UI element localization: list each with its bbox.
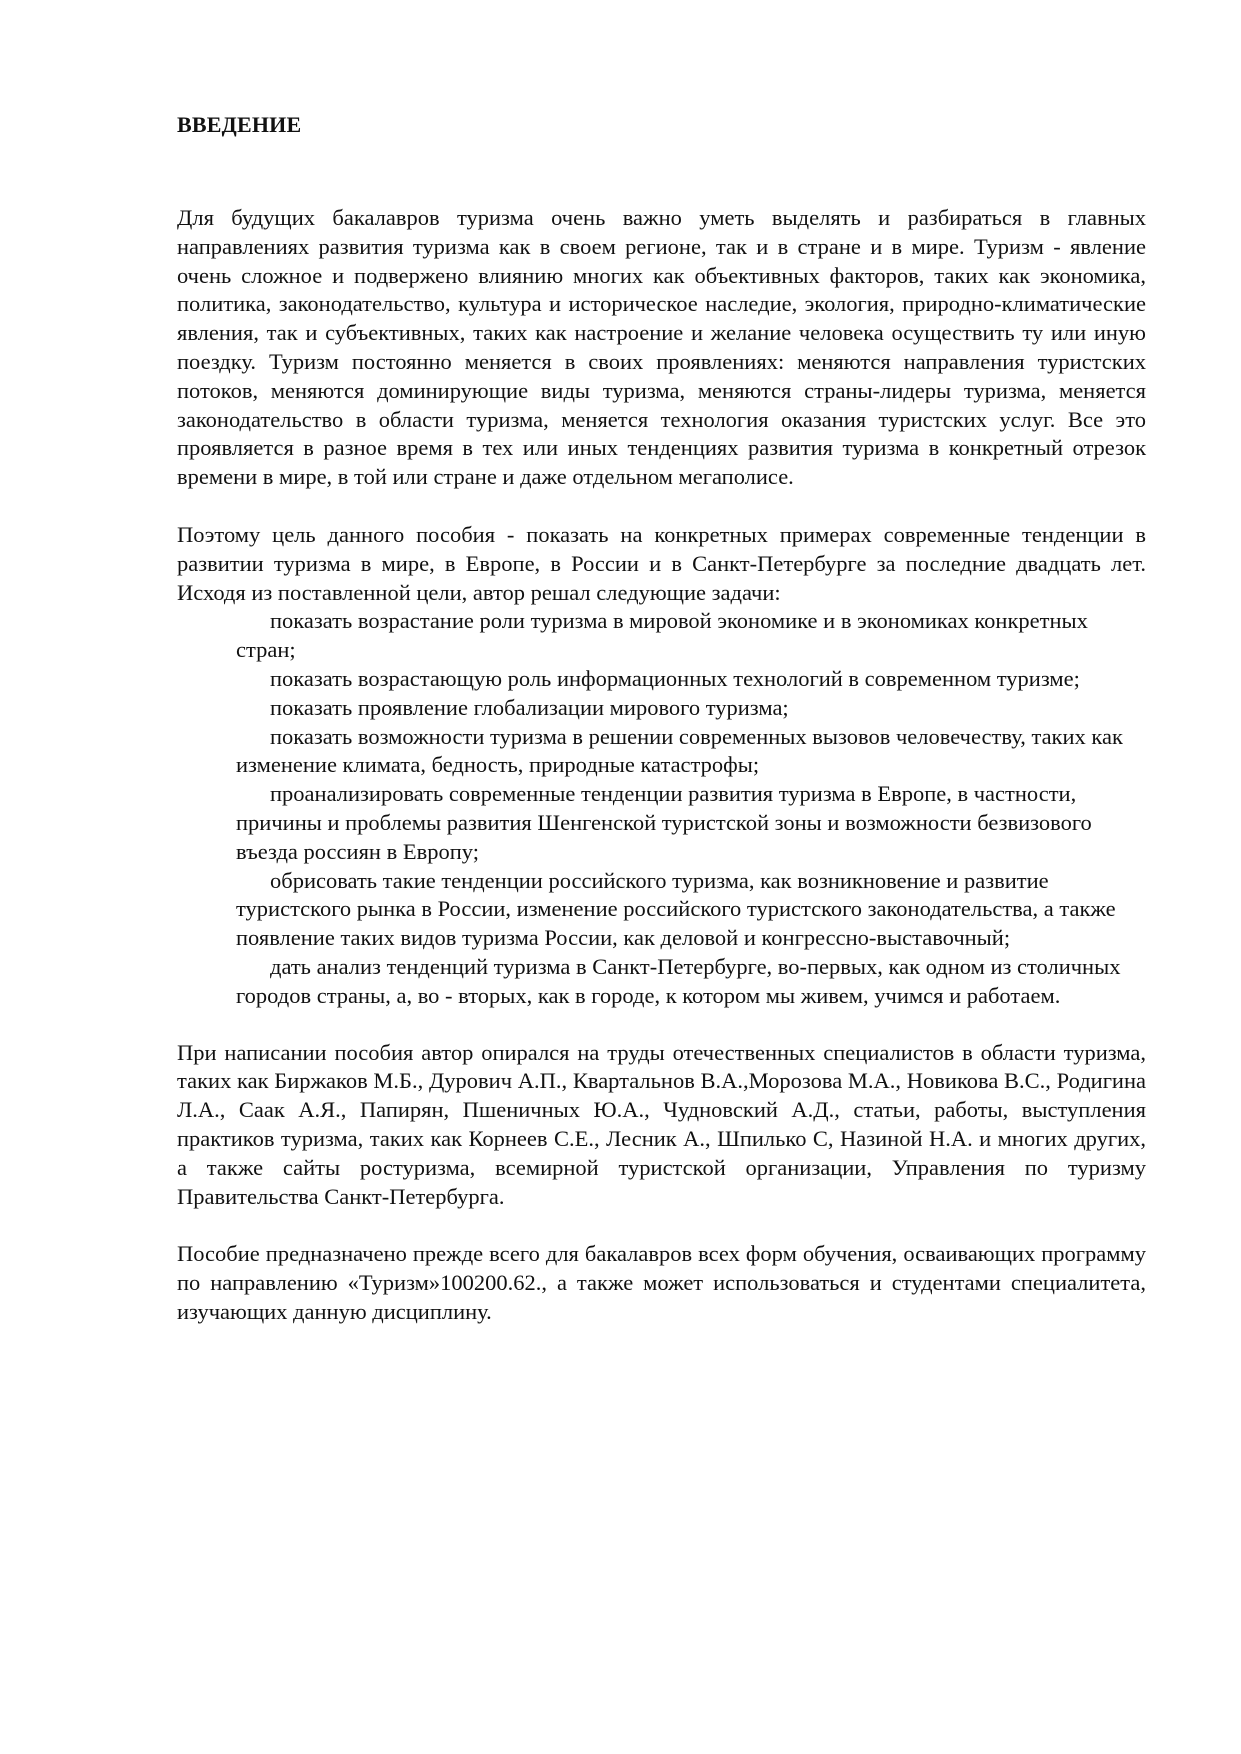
intro-paragraph: Для будущих бакалавров туризма очень важно уметь выделять и разбираться в главных направлениях развития туризма как в своем регионе, так и в стране и в мире. Туризм - явление очень сложное и подвержено влиянию многих как объективных факторов, таких как экономика, политика, законодательство, культура и историческое наследие, экология, природно-климатические явления, так и субъективных, таких как настроение и желание человека осуществить ту или иную поездку. Туризм постоянно меняется в своих проявлениях: меняются направления туристских потоков, меняются доминирующие виды туризма, меняются страны-лидеры туризма, меняется законодательство в области туризма, меняется технология оказания туристских услуг. Все это проявляется в разное время в тех или иных тенденциях развития туризма в конкретный отрезок времени в мире, в той или стране и даже отдельном мегаполисе.: [177, 205, 1146, 490]
task-item: показать возможности туризма в решении современных вызовов человечеству, таких как изменение климата, бедность, природные катастрофы;: [236, 723, 1123, 778]
document-page: [177, 112, 1146, 1327]
task-list: [177, 607, 1146, 1010]
task-item: показать проявление глобализации мирового туризма;: [270, 694, 789, 720]
sources-paragraph: При написании пособия автор опирался на труды отечественных специалистов в области туризма, таких как Биржаков М.Б., Дурович А.П., Квартальнов В.А.,Морозова М.А., Новикова В.С., Родигина Л.А., Саак А.Я., Папирян, Пшеничных Ю.А., Чудновский А.Д., статьи, работы, выступления практиков туризма, таких как Корнеев С.Е., Лесник А., Шпилько С, Назиной Н.А. и многих других, а также сайты ростуризма, всемирной туристской организации, Управления по туризму Правительства Санкт-Петербурга.: [177, 1039, 1146, 1209]
audience-paragraph: Пособие предназначено прежде всего для бакалавров всех форм обучения, осваивающих программу по направлению «Туризм»100200.62., а также может использоваться и студентами специалитета, изучающих данную дисциплину.: [177, 1241, 1146, 1324]
task-item: обрисовать такие тенденции российского туризма, как возникновение и развитие туристского рынка в России, изменение российского туристского законодательства, а также появление таких видов туризма России, как деловой и конгрессно-выставочный;: [236, 867, 1116, 951]
section-heading: ВВЕДЕНИЕ: [177, 112, 302, 137]
goal-paragraph: Поэтому цель данного пособия - показать на конкретных примерах современные тенденции в развитии туризма в мире, в Европе, в России и в Санкт-Петербурге за последние двадцать лет. Исходя из поставленной цели, автор решал следующие задачи:: [177, 521, 1146, 605]
task-item: дать анализ тенденций туризма в Санкт-Петербурге, во-первых, как одном из столичных городов страны, а, во - вторых, как в городе, к котором мы живем, учимся и работаем.: [236, 953, 1121, 1008]
task-item: проанализировать современные тенденции развития туризма в Европе, в частности, причины и проблемы развития Шенгенской туристской зоны и возможности безвизового въезда россиян в Европу;: [236, 781, 1092, 864]
task-item: показать возрастающую роль информационных технологий в современном туризме;: [270, 665, 1080, 691]
task-item: показать возрастание роли туризма в мировой экономике и в экономиках конкретных стран;: [236, 608, 1088, 663]
